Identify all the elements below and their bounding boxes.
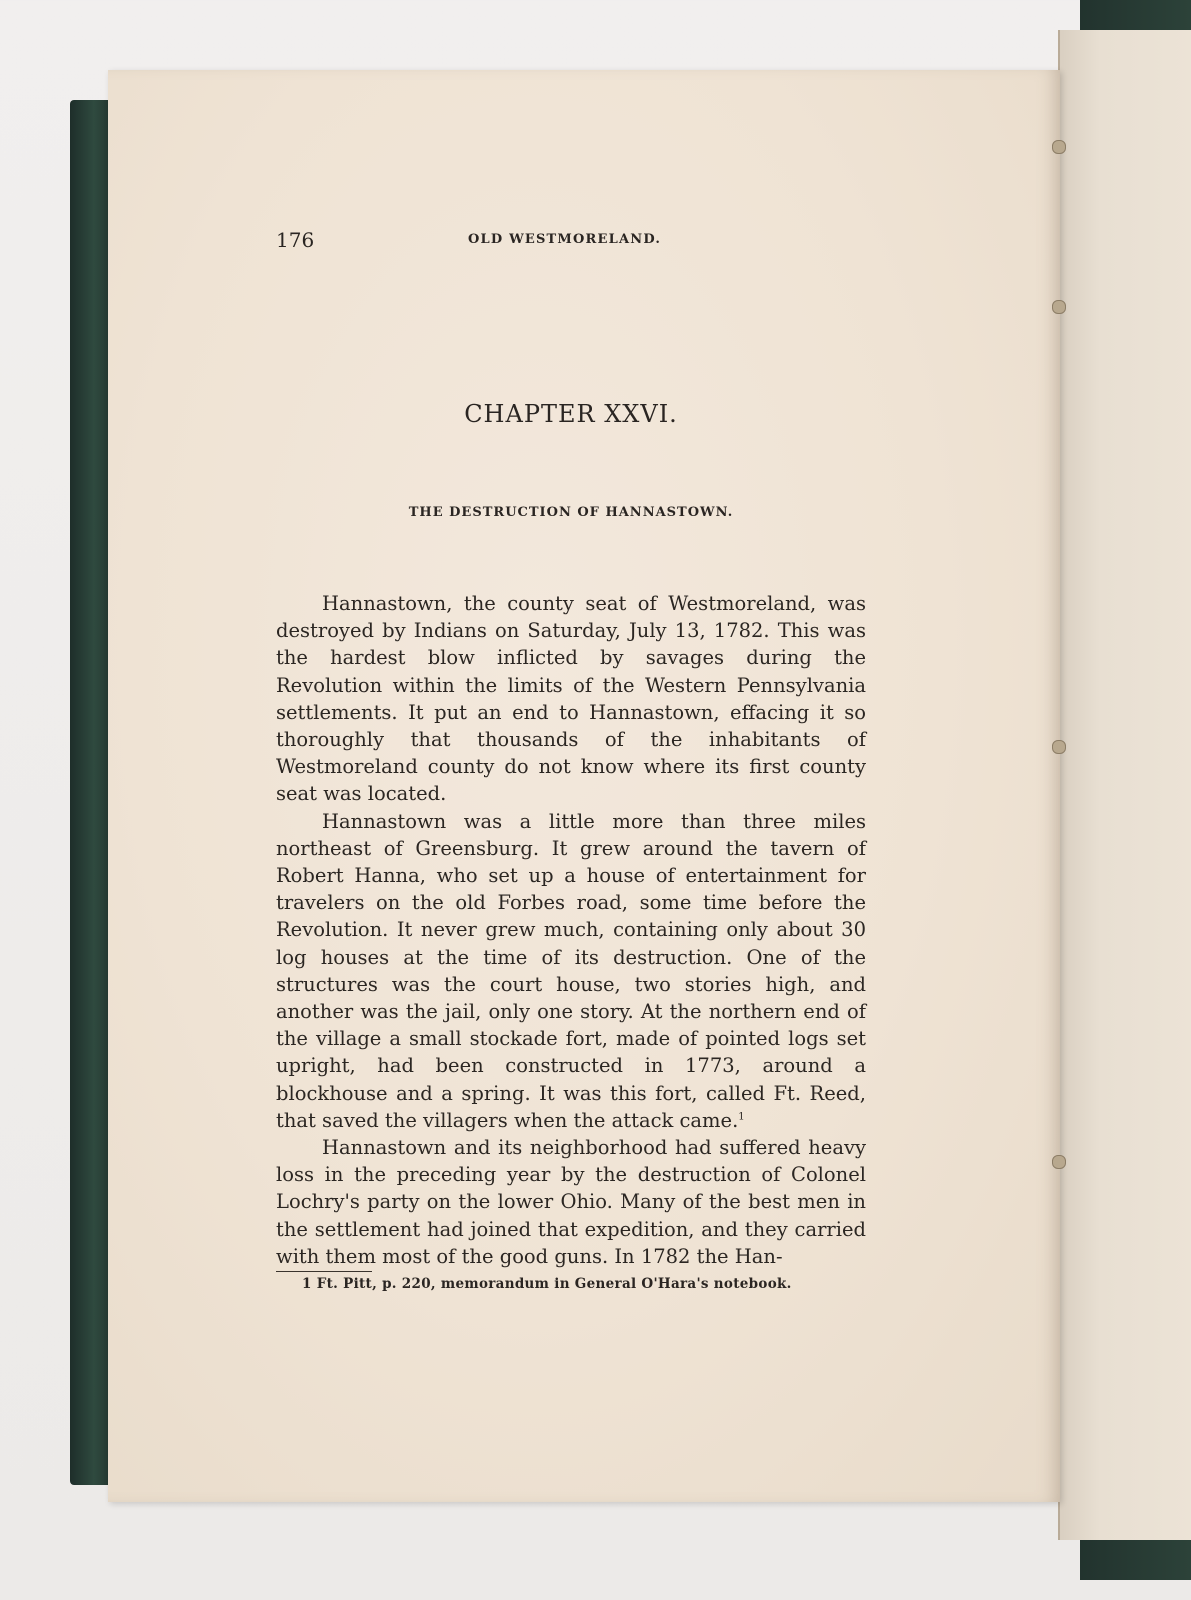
- footnote-rule: [276, 1271, 372, 1272]
- footnote-reference: 1: [738, 1111, 745, 1123]
- paragraph: Hannastown, the county seat of Westmoreland, was destroyed by Indians on Saturday, July 13, 1782. This was the hardest blow inflicted by savages during the Revolution within the limits of the Western Pennsylvania settlements. It put an end to Hannastown, effacing it so thoroughly that thousands of the inhabitants of Westmoreland county do not know where its first county seat was located.: [276, 592, 866, 806]
- footnote: 1 Ft. Pitt, p. 220, memorandum in General O'Hara's notebook.: [302, 1276, 792, 1292]
- running-head: OLD WESTMORELAND.: [468, 232, 662, 247]
- chapter-title: CHAPTER XXVI.: [464, 400, 678, 428]
- binding-stitch: [1052, 740, 1066, 754]
- paragraph: [276, 808, 866, 1134]
- paragraph: Hannastown and its neighborhood had suffered heavy loss in the preceding year by the destruction of Colonel Lochry's party on the lower Ohio. Many of the best men in the settlement had joined that expedition, and they carried with them most of the good guns. In 1782 the Han-: [276, 1136, 866, 1268]
- body-text: [276, 590, 866, 1270]
- chapter-subtitle: THE DESTRUCTION OF HANNASTOWN.: [408, 505, 734, 520]
- page-number: 176: [276, 228, 315, 252]
- binding-stitch: [1052, 300, 1066, 314]
- binding-stitch: [1052, 1155, 1066, 1169]
- page-header: [276, 228, 866, 258]
- binding-stitch: [1052, 140, 1066, 154]
- facing-page-edge: [1058, 30, 1191, 1540]
- paragraph-text: Hannastown was a little more than three miles northeast of Greensburg. It grew around the tavern of Robert Hanna, who set up a house of entertainment for travelers on the old Forbes road, some time before the Revolution. It never grew much, containing only about 30 log houses at the time of its destruction. One of the structures was the court house, two stories high, and another was the jail, only one story. At the northern end of the village a small stockade fort, made of pointed logs set upright, had been constructed in 1773, around a blockhouse and a spring. It was this fort, called Ft. Reed, that saved the villagers when the attack came.: [276, 809, 866, 1132]
